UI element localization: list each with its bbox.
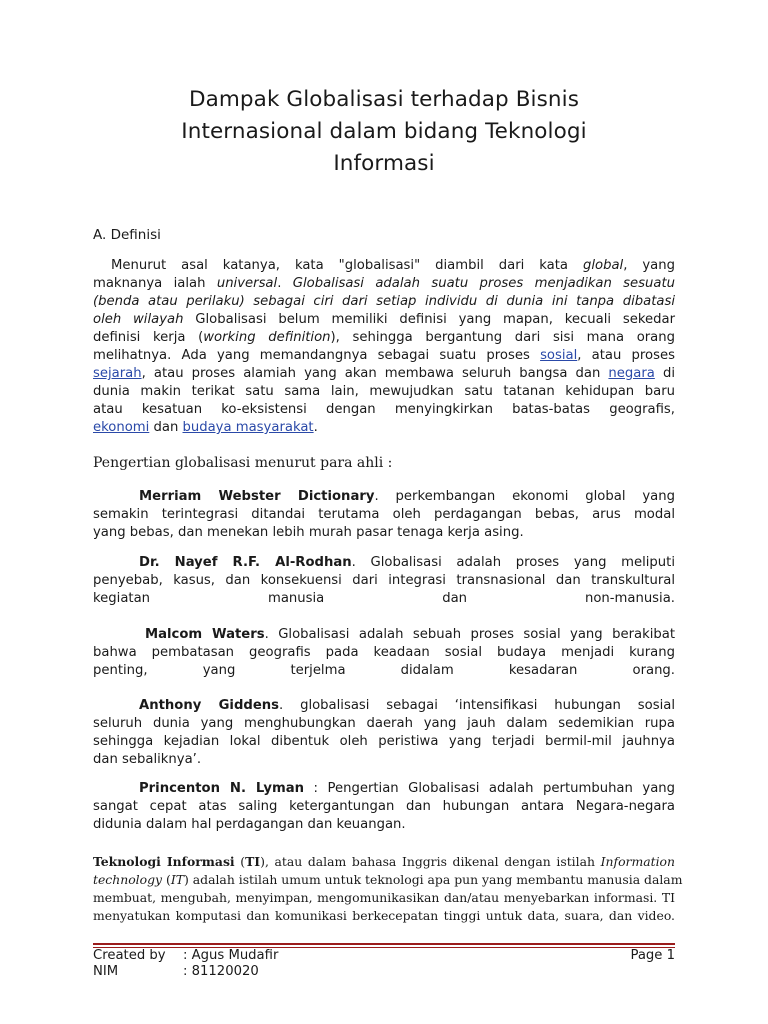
link-budaya-masyarakat[interactable]: budaya masyarakat bbox=[182, 420, 314, 435]
expert-giddens: Anthony Giddens. globalisasi sebagai ‘intensifikasi hubungan sosial seluruh dunia yang menghubungkan daerah yang jauh dalam sedemikian rupa sehingga kejadian lokal dibentuk oleh peristiwa yang terjadi bermil-mil jauhnya dan sebaliknya’. bbox=[93, 698, 675, 767]
link-negara[interactable]: negara bbox=[608, 366, 655, 381]
experts-heading: Pengertian globalisasi menurut para ahli : bbox=[93, 455, 393, 471]
page-number: Page 1 bbox=[630, 948, 675, 963]
created-by-value: : Agus Mudafir bbox=[183, 948, 279, 963]
expert-name: Dr. Nayef R.F. Al-Rodhan bbox=[139, 555, 352, 570]
expert-name: Anthony Giddens bbox=[139, 698, 280, 713]
expert-name: Merriam Webster Dictionary bbox=[139, 489, 375, 504]
link-sosial[interactable]: sosial bbox=[540, 348, 578, 363]
link-sejarah[interactable]: sejarah bbox=[93, 366, 142, 381]
link-ekonomi[interactable]: ekonomi bbox=[93, 420, 150, 435]
document-page bbox=[93, 0, 683, 1024]
expert-malcom: Malcom Waters. Globalisasi adalah sebuah proses sosial yang berakibat bahwa pembatasan geografis pada keadaan sosial budaya menjadi kurang penting, yang terjelma didalam kesadaran orang. bbox=[93, 627, 675, 678]
expert-merriam: Merriam Webster Dictionary. perkembangan ekonomi global yang semakin terintegrasi ditandai terutama oleh perdagangan bebas, arus modal yang bebas, dan menekan lebih murah pasar tenaga kerja asing. bbox=[93, 489, 675, 540]
document-title bbox=[93, 84, 675, 180]
created-by-label: Created by bbox=[93, 948, 166, 963]
ti-paragraph: Teknologi Informasi (TI), atau dalam bahasa Inggris dikenal dengan istilah Information technology (IT) adalah istilah umum untuk teknologi apa pun yang membantu manusia dalam membuat, mengubah, menyimpan, mengomunikasikan dan/atau menyebarkan informasi. TI menyatukan komputasi dan komunikasi berkecepatan tinggi untuk data, suara, dan video. bbox=[93, 854, 683, 923]
nim-label: NIM bbox=[93, 964, 119, 979]
expert-princenton: Princenton N. Lyman : Pengertian Globalisasi adalah pertumbuhan yang sangat cepat atas saling ketergantungan dan hubungan antara Negara-negara didunia dalam hal perdagangan dan keuangan. bbox=[93, 781, 676, 832]
section-heading-definisi: A. Definisi bbox=[93, 227, 161, 243]
page-footer bbox=[93, 948, 675, 980]
definition-paragraph: Menurut asal katanya, kata "globalisasi" diambil dari kata global, yang maknanya ialah universal. Globalisasi adalah suatu proses menjadikan sesuatu (benda atau perilaku) sebagai ciri dari setiap individu di dunia ini tanpa dibatasi oleh wilayah Globalisasi belum memiliki definisi yang mapan, kecuali sekedar definisi kerja (working definition), sehingga bergantung dari sisi mana orang melihatnya. Ada yang memandangnya sebagai suatu proses sosial, atau proses sejarah, atau proses alamiah yang akan membawa seluruh bangsa dan negara di dunia makin terikat satu sama lain, mewujudkan satu tatanan kehidupan baru atau kesatuan ko-eksistensi dengan menyingkirkan batas-batas geografis, ekonomi dan budaya masyarakat. bbox=[93, 258, 675, 435]
expert-name: Malcom Waters bbox=[145, 627, 265, 642]
title-line: Dampak Globalisasi terhadap Bisnis bbox=[188, 87, 580, 112]
expert-name: Princenton N. Lyman bbox=[139, 781, 305, 796]
title-line: Internasional dalam bidang Teknologi bbox=[181, 119, 587, 144]
expert-nayef: Dr. Nayef R.F. Al-Rodhan. Globalisasi adalah proses yang meliputi penyebab, kasus, dan konsekuensi dari integrasi transnasional dan transkultural kegiatan manusia dan non-manusia. bbox=[93, 555, 675, 606]
nim-value: : 81120020 bbox=[183, 964, 259, 979]
title-line: Informasi bbox=[333, 151, 435, 176]
